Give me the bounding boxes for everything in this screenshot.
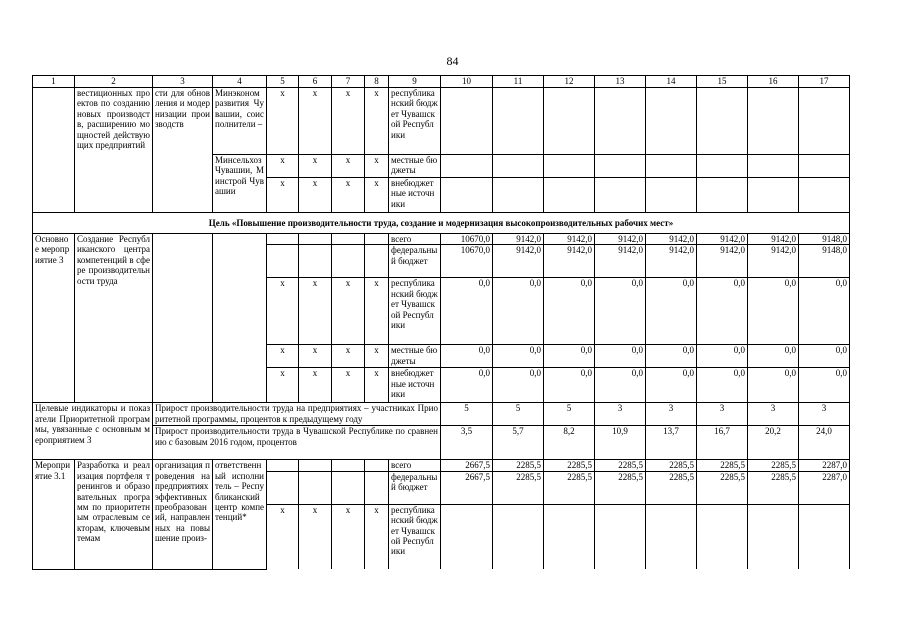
header-cell: 8 <box>365 76 389 88</box>
value-cell: 2667,5 <box>441 471 493 504</box>
x-mark: x <box>267 278 299 345</box>
header-cell: 16 <box>748 76 799 88</box>
value-cell: 16,7 <box>697 426 748 460</box>
measure-title: Разработка и реализация портфеля тренингов и образовательных программ по приоритетным отраслевым секторам, ключевым темам <box>75 460 153 569</box>
value-cell: 20,2 <box>748 426 799 460</box>
header-cell: 6 <box>299 76 332 88</box>
value-cell: 9142,0 <box>595 245 646 278</box>
header-cell: 1 <box>33 76 75 88</box>
value-cell: 0,0 <box>646 345 697 368</box>
value-cell: 9142,0 <box>697 234 748 245</box>
value-cell: 10670,0 <box>441 245 493 278</box>
x-mark: x <box>267 178 299 213</box>
value-cell: 0,0 <box>493 278 544 345</box>
indicator-text: Прирост производительности труда на предприятиях – участниках Приоритетной программы, процентов к предыдущему году <box>153 403 441 426</box>
cont-executor-text: Минэкономразвития Чувашии, соисполнители – <box>213 88 267 155</box>
funding-source: федеральный бюджет <box>389 245 441 278</box>
value-cell: 2285,5 <box>595 471 646 504</box>
value-cell: 9142,0 <box>748 234 799 245</box>
x-mark: x <box>332 368 365 403</box>
funding-source: федеральный бюджет <box>389 471 441 504</box>
value-cell: 5,7 <box>493 426 544 460</box>
header-cell: 13 <box>595 76 646 88</box>
x-mark: x <box>299 368 332 403</box>
value-cell: 0,0 <box>544 345 595 368</box>
value-cell: 3 <box>697 403 748 426</box>
funding-source: внебюджетные источники <box>389 368 441 403</box>
funding-source: республиканский бюджет Чувашской Республики <box>389 278 441 345</box>
measure-number: Основное мероприятие 3 <box>33 234 75 403</box>
table-row <box>33 88 850 155</box>
x-mark: x <box>365 155 389 178</box>
funding-source: республиканский бюджет Чувашской Республики <box>389 88 441 155</box>
value-cell: 0,0 <box>493 345 544 368</box>
value-cell: 24,0 <box>799 426 850 460</box>
funding-source: всего <box>389 234 441 245</box>
value-cell: 9142,0 <box>493 234 544 245</box>
value-cell: 0,0 <box>799 345 850 368</box>
value-cell: 2285,5 <box>646 471 697 504</box>
value-cell: 2285,5 <box>544 471 595 504</box>
header-row <box>33 76 850 88</box>
value-cell: 0,0 <box>441 368 493 403</box>
value-cell: 2287,0 <box>799 460 850 471</box>
measure-purpose: организация проведения на предприятиях эффективных преобразований, направленных на повышение произ- <box>153 460 213 569</box>
cont-executor-text: Минсельхоз Чувашии, Минстрой Чувашии <box>213 155 267 213</box>
value-cell: 9142,0 <box>544 245 595 278</box>
value-cell: 2285,5 <box>646 460 697 471</box>
funding-source: всего <box>389 460 441 471</box>
value-cell: 9142,0 <box>493 245 544 278</box>
header-cell: 15 <box>697 76 748 88</box>
x-mark: x <box>365 278 389 345</box>
value-cell: 0,0 <box>646 368 697 403</box>
x-mark: x <box>299 504 332 569</box>
x-mark: x <box>267 345 299 368</box>
funding-source: республиканский бюджет Чувашской Республики <box>389 504 441 569</box>
measure-number: Мероприятие 3.1 <box>33 460 75 569</box>
value-cell: 0,0 <box>493 368 544 403</box>
value-cell: 0,0 <box>441 345 493 368</box>
value-cell: 0,0 <box>697 278 748 345</box>
value-cell: 2285,5 <box>493 471 544 504</box>
value-cell: 0,0 <box>799 278 850 345</box>
value-cell: 2285,5 <box>493 460 544 471</box>
indicator-row <box>33 426 850 460</box>
value-cell: 2285,5 <box>748 460 799 471</box>
value-cell: 0,0 <box>799 368 850 403</box>
program-table <box>32 75 850 570</box>
measure-executor: ответственный исполнитель – Республиканский центр компетенций* <box>213 460 267 569</box>
value-cell: 9148,0 <box>799 234 850 245</box>
value-cell: 3,5 <box>441 426 493 460</box>
value-cell: 0,0 <box>595 345 646 368</box>
x-mark: x <box>332 155 365 178</box>
value-cell: 9142,0 <box>697 245 748 278</box>
x-mark: x <box>332 88 365 155</box>
value-cell: 0,0 <box>544 368 595 403</box>
x-mark: x <box>365 504 389 569</box>
x-mark: x <box>365 345 389 368</box>
value-cell: 5 <box>493 403 544 426</box>
value-cell: 3 <box>748 403 799 426</box>
header-cell: 7 <box>332 76 365 88</box>
value-cell: 9142,0 <box>544 234 595 245</box>
x-mark: x <box>267 155 299 178</box>
value-cell: 9142,0 <box>646 234 697 245</box>
header-cell: 11 <box>493 76 544 88</box>
x-mark: x <box>332 278 365 345</box>
value-cell: 13,7 <box>646 426 697 460</box>
cont-purpose-text: сти для обновления и модернизации производств <box>153 88 213 213</box>
x-mark: x <box>299 278 332 345</box>
x-mark: x <box>299 345 332 368</box>
value-cell: 9142,0 <box>748 245 799 278</box>
indicator-text: Прирост производительности труда в Чувашской Республике по сравнению с базовым 2016 годом, процентов <box>153 426 441 460</box>
value-cell: 9148,0 <box>799 245 850 278</box>
x-mark: x <box>267 368 299 403</box>
x-mark: x <box>365 88 389 155</box>
value-cell: 9142,0 <box>646 245 697 278</box>
value-cell: 0,0 <box>544 278 595 345</box>
value-cell: 2285,5 <box>748 471 799 504</box>
value-cell: 0,0 <box>748 278 799 345</box>
x-mark: x <box>332 504 365 569</box>
header-cell: 4 <box>213 76 267 88</box>
value-cell: 0,0 <box>646 278 697 345</box>
value-cell: 2285,5 <box>697 471 748 504</box>
value-cell: 10,9 <box>595 426 646 460</box>
header-cell: 10 <box>441 76 493 88</box>
value-cell: 3 <box>799 403 850 426</box>
value-cell: 0,0 <box>697 345 748 368</box>
value-cell: 5 <box>544 403 595 426</box>
value-cell: 3 <box>646 403 697 426</box>
page-number: 84 <box>446 54 459 68</box>
value-cell: 2285,5 <box>697 460 748 471</box>
x-mark: x <box>299 88 332 155</box>
value-cell: 0,0 <box>748 368 799 403</box>
value-cell: 0,0 <box>748 345 799 368</box>
x-mark: x <box>299 155 332 178</box>
value-cell: 8,2 <box>544 426 595 460</box>
header-cell: 3 <box>153 76 213 88</box>
goal-row <box>33 213 850 234</box>
value-cell: 0,0 <box>595 278 646 345</box>
value-cell: 2287,0 <box>799 471 850 504</box>
value-cell: 9142,0 <box>595 234 646 245</box>
header-cell: 9 <box>389 76 441 88</box>
x-mark: x <box>365 368 389 403</box>
table-row <box>33 234 850 245</box>
header-cell: 12 <box>544 76 595 88</box>
funding-source: местные бюджеты <box>389 155 441 178</box>
header-cell: 17 <box>799 76 850 88</box>
value-cell: 0,0 <box>441 278 493 345</box>
indicator-label: Целевые индикаторы и показатели Приоритетной программы, увязанные с основным мероприятием 3 <box>33 403 153 460</box>
header-cell: 2 <box>75 76 153 88</box>
x-mark: x <box>267 88 299 155</box>
value-cell: 0,0 <box>595 368 646 403</box>
value-cell: 2285,5 <box>544 460 595 471</box>
value-cell: 5 <box>441 403 493 426</box>
goal-heading: Цель «Повышение производительности труда, создание и модернизация высокопроизводительных рабочих мест» <box>33 213 850 234</box>
value-cell: 10670,0 <box>441 234 493 245</box>
cont-measure-text: вестиционных проектов по созданию новых производств, расширению мощностей действующих предприятий <box>75 88 153 213</box>
x-mark: x <box>267 504 299 569</box>
x-mark: x <box>332 345 365 368</box>
value-cell: 0,0 <box>697 368 748 403</box>
measure-title: Создание Республиканского центра компетенций в сфере производительности труда <box>75 234 153 403</box>
value-cell: 2285,5 <box>595 460 646 471</box>
funding-source: местные бюджеты <box>389 345 441 368</box>
x-mark: x <box>365 178 389 213</box>
indicator-row <box>33 403 850 426</box>
x-mark: x <box>332 178 365 213</box>
value-cell: 2667,5 <box>441 460 493 471</box>
header-cell: 5 <box>267 76 299 88</box>
funding-source: внебюджетные источники <box>389 178 441 213</box>
header-cell: 14 <box>646 76 697 88</box>
x-mark: x <box>299 178 332 213</box>
table-row <box>33 460 850 471</box>
value-cell: 3 <box>595 403 646 426</box>
